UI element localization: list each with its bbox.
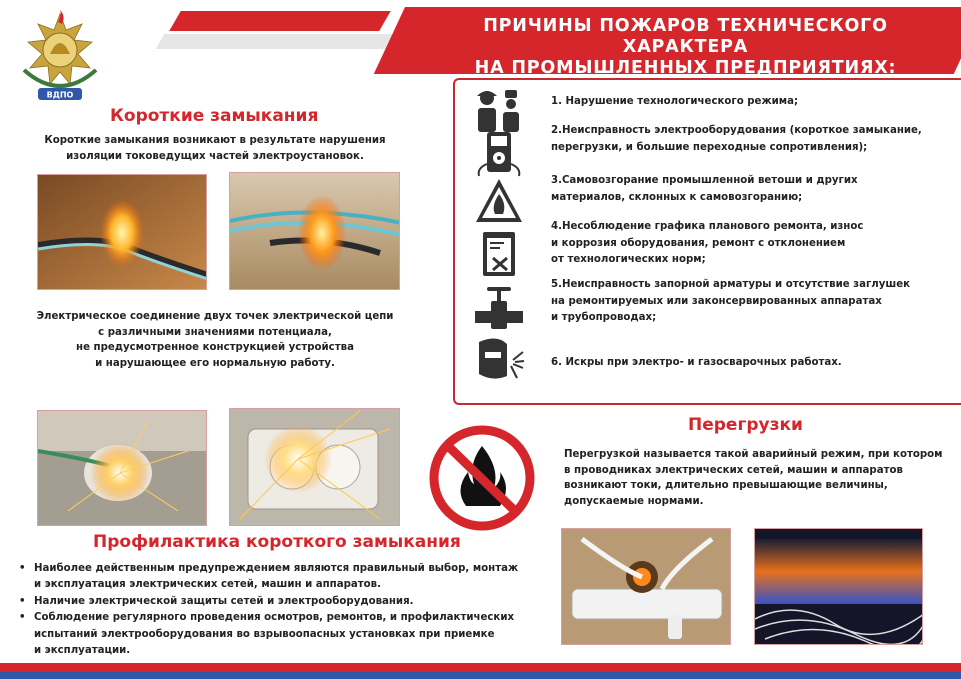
page-title-line1: ПРИЧИНЫ ПОЖАРОВ ТЕХНИЧЕСКОГО ХАРАКТЕРА [483, 16, 888, 57]
definition-line1: Электрическое соединение двух точек электрической цепи [36, 311, 394, 322]
short-circuit-intro [20, 133, 410, 164]
short-circuit-intro-line2: изоляции токоведущих частей электроустановок. [66, 150, 364, 162]
prevention-3-line3: и эксплуатации. [34, 645, 131, 657]
list-item [16, 561, 541, 594]
footer-stripe-red [0, 663, 961, 672]
cause-2-line2: перегрузки, и большие переходные сопротивления); [551, 141, 868, 153]
overload-line2: в проводниках электрических сетей, машин и аппаратов [564, 464, 903, 476]
definition-line4: и нарушающее его нормальную работу. [95, 357, 335, 369]
cause-4-line3: от технологических норм; [551, 254, 706, 265]
multimeter-icon [473, 128, 525, 178]
photo-sparking-plug [37, 410, 207, 526]
photo-burning-cables [754, 528, 923, 645]
photo-overloaded-power-strip [561, 528, 731, 645]
photo-burning-wire-2 [229, 172, 400, 290]
repair-schedule-icon [473, 230, 525, 280]
cause-1-text [551, 94, 798, 111]
short-circuit-definition [20, 309, 410, 371]
cause-1-line1: 1. Нарушение технологического режима; [551, 96, 799, 107]
cause-4-line1: 4.Несоблюдение графика планового ремонта, износ [551, 221, 864, 232]
cause-5-line3: и трубопроводах; [551, 312, 657, 323]
welding-mask-icon [473, 334, 525, 384]
prevention-2-line1: • Наличие электрической защиты сетей и электрооборудования. [34, 595, 414, 607]
causes-panel [453, 78, 961, 405]
cause-2-text [551, 123, 922, 156]
overload-text [564, 447, 949, 509]
flammable-warning-icon [473, 176, 525, 226]
overload-title: Перегрузки [688, 415, 803, 435]
list-item [16, 610, 541, 659]
short-circuit-intro-line1: Короткие замыкания возникают в результате нарушения [44, 135, 386, 146]
logo-text: ВДПО [46, 90, 74, 100]
photo-burning-wire-1 [37, 174, 207, 290]
photo-sparking-socket [229, 408, 400, 526]
page-title [418, 16, 953, 79]
overload-line3: возникают токи, длительно превышающие величины, [564, 480, 888, 491]
cause-2-line1: 2.Неисправность электрооборудования (короткое замыкание, [551, 125, 922, 136]
cause-3-line1: 3.Самовозгорание промышленной ветоши и других [551, 175, 858, 186]
overload-line1: Перегрузкой называется такой аварийный режим, при котором [564, 449, 943, 460]
cause-3-text [551, 173, 858, 206]
prevention-1-line2: и эксплуатация электрических сетей, машин и аппаратов. [34, 579, 381, 591]
valve-icon [473, 285, 525, 335]
prevention-title: Профилактика короткого замыкания [93, 532, 461, 552]
cause-4-text [551, 219, 863, 269]
short-circuit-title: Короткие замыкания [110, 106, 319, 126]
definition-line3: не предусмотренное конструкцией устройства [76, 342, 354, 353]
cause-4-line2: и коррозия оборудования, ремонт с отклонением [551, 237, 846, 249]
no-open-fire-icon [428, 424, 536, 532]
cause-6-line1: 6. Искры при электро- и газосварочных работах. [551, 357, 842, 368]
header-decor-gray [156, 34, 425, 49]
overload-line4: допускаемые нормами. [564, 495, 704, 507]
footer-stripe-blue [0, 672, 961, 679]
prevention-3-line2: испытаний электрооборудования во взрывоопасных установках при приемке [34, 628, 495, 640]
header-decor-red [169, 11, 391, 31]
prevention-3-line1: • Соблюдение регулярного проведения осмотров, ремонтов, и профилактических [34, 612, 515, 624]
page-title-line2: НА ПРОМЫШЛЕННЫХ ПРЕДПРИЯТИЯХ: [474, 58, 897, 78]
prevention-list [16, 561, 541, 659]
cause-3-line2: материалов, склонных к самовозгоранию; [551, 191, 803, 203]
prevention-1-line1: • Наиболее действенным предупреждением являются правильный выбор, монтаж [34, 563, 519, 574]
list-item [16, 594, 541, 610]
definition-line2: с различными значениями потенциала, [98, 326, 332, 338]
cause-6-text [551, 355, 842, 372]
vdpo-emblem-icon [14, 10, 106, 106]
cause-5-text [551, 277, 910, 327]
cause-5-line2: на ремонтируемых или законсервированных аппаратах [551, 295, 882, 307]
cause-5-line1: 5.Неисправность запорной арматуры и отсутствие заглушек [551, 279, 911, 290]
